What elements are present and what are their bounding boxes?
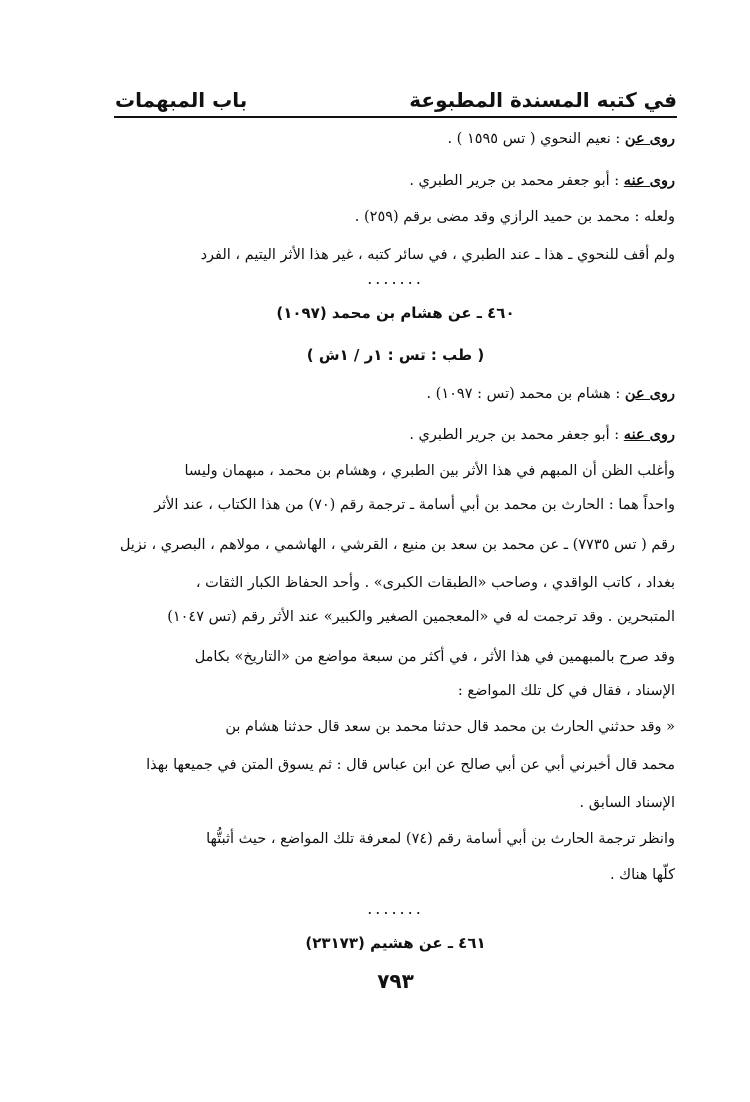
header-rule	[114, 116, 677, 118]
narrated-by-text: : أبو جعفر محمد بن جرير الطبري .	[409, 427, 620, 443]
narrated-by-label: روى عنه	[623, 426, 675, 443]
entry-460-narrated-from-line	[426, 383, 675, 405]
paragraph-line: كلّها هناك .	[609, 867, 675, 883]
entry-461-heading: ٤٦١ ـ عن هشيم (٢٣١٧٣)	[305, 934, 486, 952]
paragraph-line: وانظر ترجمة الحارث بن أبي أسامة رقم (٧٤) لمعرفة تلك المواضع ، حيث أثبتُّها	[206, 831, 675, 847]
separator-dots: .......	[367, 899, 424, 918]
narrated-by-text: : أبو جعفر محمد بن جرير الطبري .	[409, 173, 620, 189]
paragraph-line: واحداً هما : الحارث بن محمد بن أبي أسامة ـ ترجمة رقم (٧٠) من هذا الكتاب ، عند الأثر	[154, 497, 675, 513]
entry-460-narrated-by-line	[409, 424, 675, 446]
page-number: ٧٩٣	[377, 969, 414, 993]
quote-line: الإسناد السابق .	[579, 795, 675, 811]
narrated-from-text: : نعيم النحوي ( تس ١٥٩٥ ) .	[447, 131, 621, 147]
narrated-from-line	[447, 128, 675, 150]
paragraph-line: المتبحرين . وقد ترجمت له في «المعجمين الصغير والكبير» عند الأثر رقم (تس ١٠٤٧)	[167, 609, 675, 625]
quote-line: « وقد حدثني الحارث بن محمد قال حدثنا محمد بن سعد قال حدثنا هشام بن	[225, 719, 675, 735]
quote-line: محمد قال أخبرني أبي عن أبي صالح عن ابن عباس قال : ثم يسوق المتن في جميعها بهذا	[146, 757, 675, 773]
header-chapter-title: باب المبهمات	[115, 88, 248, 112]
narrated-from-label: روى عن	[624, 130, 675, 147]
closing-line: ولم أقف للنحوي ـ هذا ـ عند الطبري ، في سائر كتبه ، غير هذا الأثر اليتيم ، الفرد	[200, 247, 675, 263]
entry-460-heading: ٤٦٠ ـ عن هشام بن محمد (١٠٩٧)	[276, 304, 515, 322]
paragraph-line: رقم ( تس ٧٧٣٥) ـ عن محمد بن سعد بن منيع ، القرشي ، الهاشمي ، مولاهم ، البصري ، نزيل	[119, 537, 675, 553]
narrated-from-text: : هشام بن محمد (تس : ١٠٩٧) .	[426, 386, 621, 402]
note-line: ولعله : محمد بن حميد الرازي وقد مضى برقم (٢٥٩) .	[354, 209, 675, 225]
narrated-from-label: روى عن	[624, 385, 675, 402]
paragraph-line: الإسناد ، فقال في كل تلك المواضع :	[457, 683, 675, 699]
running-header	[115, 76, 677, 112]
header-book-title: في كتبه المسندة المطبوعة	[409, 88, 677, 112]
paragraph-line: بغداد ، كاتب الواقدي ، وصاحب «الطبقات الكبرى» . وأحد الحفاظ الكبار الثقات ،	[195, 575, 675, 591]
narrated-by-line	[409, 170, 675, 192]
paragraph-line: وأغلب الظن أن المبهم في هذا الأثر بين الطبري ، وهشام بن محمد ، مبهمان وليسا	[184, 463, 675, 479]
entry-460-source: ( طب : تس : ١ر / ١ش )	[306, 346, 485, 364]
narrated-by-label: روى عنه	[623, 172, 675, 189]
paragraph-line: وقد صرح بالمبهمين في هذا الأثر ، في أكثر من سبعة مواضع من «التاريخ» بكامل	[194, 649, 675, 665]
separator-dots: .......	[367, 269, 424, 288]
